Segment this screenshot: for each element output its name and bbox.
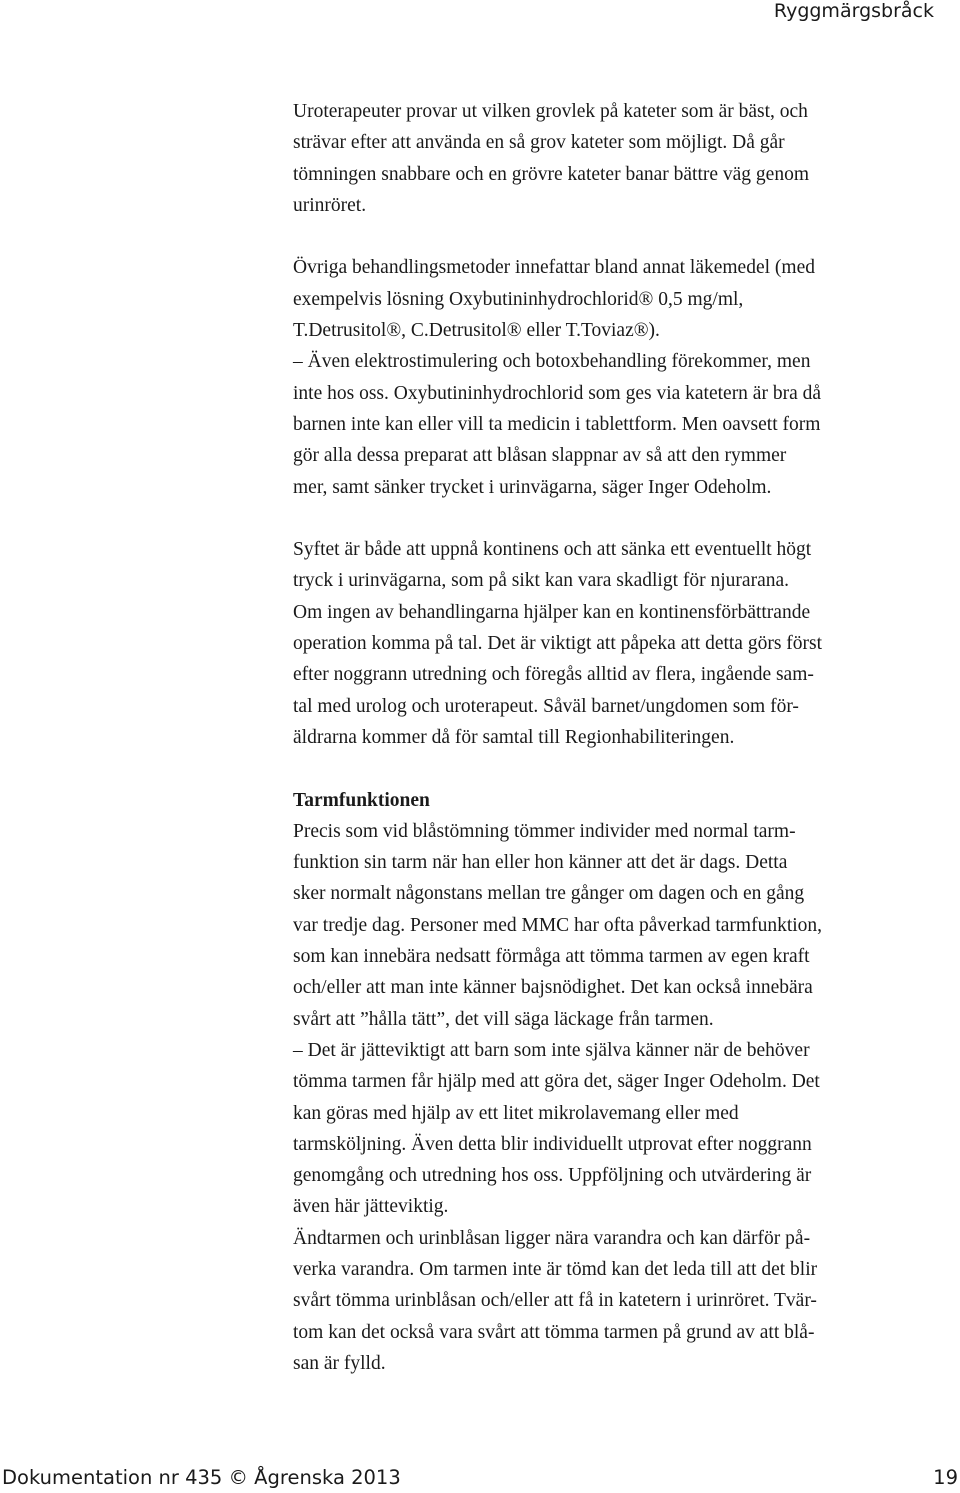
article-body	[293, 96, 943, 1379]
text-line: barnen inte kan eller vill ta medicin i tablettform. Men oavsett form	[293, 413, 821, 435]
paragraph-treatments	[293, 252, 943, 502]
text-line: operation komma på tal. Det är viktigt att påpeka att detta görs först	[293, 633, 823, 655]
text-line: svårt att ”hålla tätt”, det vill säga läckage från tarmen.	[293, 1008, 714, 1030]
running-header-title: Ryggmärgsbråck	[773, 0, 934, 22]
text-line: sker normalt någonstans mellan tre gånger om dagen och en gång	[293, 883, 805, 905]
text-line: Om ingen av behandlingarna hjälper kan en kontinensförbättrande	[293, 601, 811, 623]
text-line: mer, samt sänker trycket i urinvägarna, säger Inger Odeholm.	[293, 476, 772, 498]
text-line: tal med urolog och uroterapeut. Såväl barnet/ungdomen som för-	[293, 695, 799, 717]
text-line: exempelvis lösning Oxybutininhydrochlorid® 0,5 mg/ml,	[293, 288, 744, 310]
text-line: – Även elektrostimulering och botoxbehandling förekommer, men	[293, 351, 811, 373]
section-bowel-function	[293, 785, 943, 1380]
text-line: efter noggrann utredning och föregås alltid av flera, ingående sam-	[293, 664, 814, 686]
text-line: strävar efter att använda en så grov kateter som möjligt. Då går	[293, 132, 785, 154]
text-line: inte hos oss. Oxybutininhydrochlorid som ges via katetern är bra då	[293, 382, 822, 404]
text-line: kan göras med hjälp av ett litet mikrolavemang eller med	[293, 1102, 739, 1124]
footer-publication: Dokumentation nr 435 © Ågrenska 2013	[2, 1466, 401, 1489]
text-line: funktion sin tarm när han eller hon känner att det är dags. Detta	[293, 852, 788, 874]
text-line: äldrarna kommer då för samtal till Regionhabiliteringen.	[293, 726, 735, 748]
text-line: genomgång och utredning hos oss. Uppföljning och utvärdering är	[293, 1165, 812, 1187]
text-line: Syftet är både att uppnå kontinens och att sänka ett eventuellt högt	[293, 539, 812, 561]
text-line: Uroterapeuter provar ut vilken grovlek på kateter som är bäst, och	[293, 101, 808, 122]
text-line: T.Detrusitol®, C.Detrusitol® eller T.Toviaz®).	[293, 320, 660, 342]
paragraph-catheter	[293, 96, 943, 221]
text-line: tom kan det också vara svårt att tömma tarmen på grund av att blå-	[293, 1321, 815, 1343]
text-line: – Det är jätteviktigt att barn som inte själva känner när de behöver	[293, 1039, 810, 1061]
text-line: svårt tömma urinblåsan och/eller att få in katetern i urinröret. Tvär-	[293, 1290, 817, 1312]
text-line: Övriga behandlingsmetoder innefattar bland annat läkemedel (med	[293, 257, 815, 279]
text-line: Precis som vid blåstömning tömmer individer med normal tarm-	[293, 820, 796, 842]
text-line: var tredje dag. Personer med MMC har ofta påverkad tarmfunktion,	[293, 914, 823, 936]
paragraph-gap	[293, 503, 943, 534]
footer-page-number: 19	[933, 1466, 958, 1489]
text-line: san är fylld.	[293, 1352, 386, 1374]
text-line: tryck i urinvägarna, som på sikt kan vara skadligt för njurarana.	[293, 570, 790, 592]
text-line: tömningen snabbare och en grövre kateter banar bättre väg genom	[293, 163, 809, 185]
text-line: tömma tarmen får hjälp med att göra det, säger Inger Odeholm. Det	[293, 1071, 820, 1093]
text-line: verka varandra. Om tarmen inte är tömd kan det leda till att det blir	[293, 1258, 818, 1280]
text-line: och/eller att man inte känner bajsnödighet. Det kan också innebära	[293, 977, 813, 999]
section-heading: Tarmfunktionen	[293, 789, 430, 811]
text-line: som kan innebära nedsatt förmåga att tömma tarmen av egen kraft	[293, 946, 810, 968]
paragraph-purpose	[293, 534, 943, 753]
text-line: urinröret.	[293, 194, 367, 216]
text-line: gör alla dessa preparat att blåsan slappnar av så att den rymmer	[293, 445, 787, 467]
text-line: även här jätteviktig.	[293, 1196, 449, 1218]
paragraph-gap	[293, 753, 943, 784]
text-line: tarmsköljning. Även detta blir individuellt utprovat efter noggrann	[293, 1133, 812, 1155]
paragraph-gap	[293, 221, 943, 252]
text-line: Ändtarmen och urinblåsan ligger nära varandra och kan därför på-	[293, 1227, 811, 1249]
